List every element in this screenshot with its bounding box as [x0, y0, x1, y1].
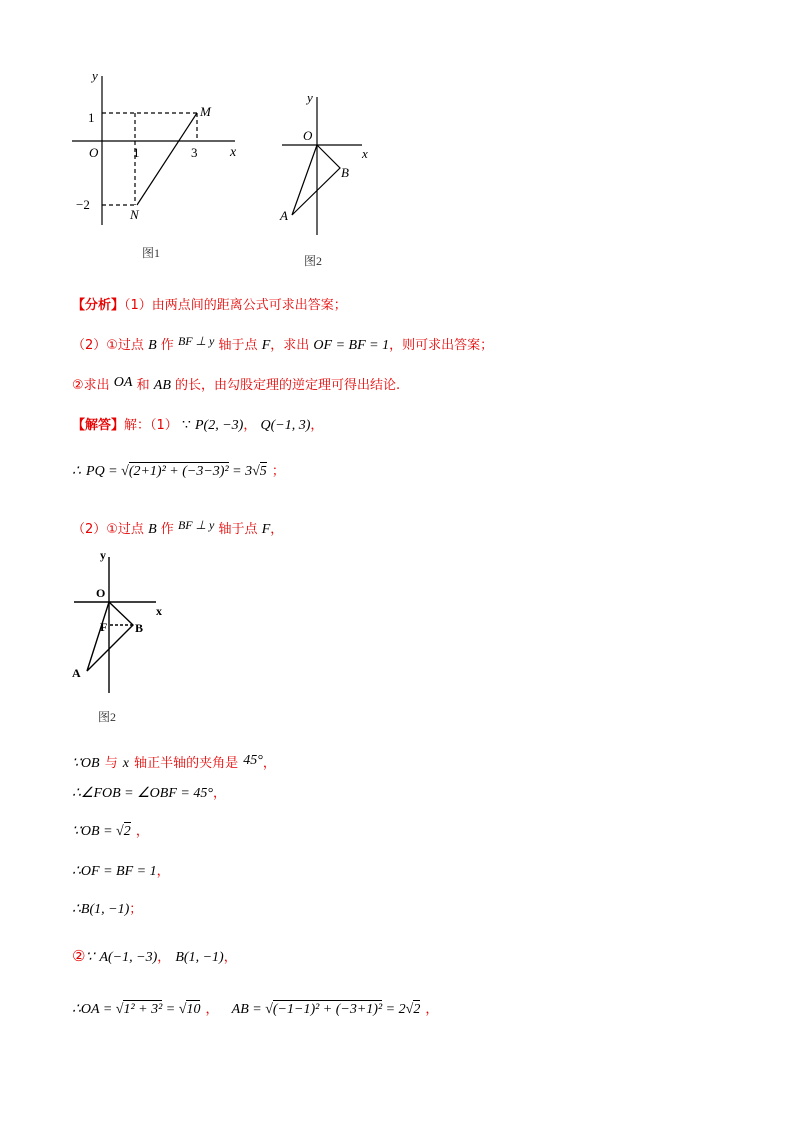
- pq-lhs: PQ =: [86, 464, 122, 479]
- answer-sep: ，: [243, 418, 257, 433]
- l6-point-a: A(−1, −3): [99, 950, 158, 965]
- l7-eq: =: [162, 1002, 179, 1017]
- answer-because: ∵: [181, 418, 191, 433]
- l7-radicand-4: 2: [413, 1002, 421, 1017]
- analysis-line-3: [72, 374, 400, 394]
- answer-line-of-bf: [72, 860, 170, 880]
- analysis-math-b: B: [148, 338, 157, 353]
- step2-end: ，: [270, 522, 284, 537]
- answer-line-lengths: ∴OA = √1² + 3² = √10 ， AB = √(−1−1)² + (−3+1)² = 2√2 ，: [72, 1002, 439, 1017]
- analysis-line-2: [72, 334, 493, 354]
- l2-end: ，: [212, 786, 226, 801]
- fig3-triangle-oab: [87, 602, 133, 671]
- fig1-label-y: y: [92, 68, 98, 83]
- answer-step2: [72, 518, 283, 538]
- fig1-label-x: x: [230, 145, 237, 160]
- l6-point-b: B(1, −1): [175, 950, 224, 965]
- fig1-tick-y1: 1: [88, 110, 95, 125]
- answer-point-q: Q(−1, 3): [260, 418, 311, 433]
- l1-x: x: [122, 756, 130, 771]
- fig3-label-b: B: [135, 621, 144, 635]
- analysis-math-bf: BF ⊥ y: [177, 334, 215, 348]
- l1-text: 轴正半轴的夹角是: [134, 756, 239, 771]
- fig1-tick-x3: 3: [191, 145, 198, 160]
- answer-pq-line: ∴ PQ = √(2+1)² + (−3−3)² = 3√5 ；: [72, 464, 285, 479]
- figure-1: [60, 60, 260, 270]
- answer-tag: 【解答】: [72, 418, 125, 433]
- answer-end: ，: [310, 418, 324, 433]
- l6-circ: ②: [72, 947, 86, 965]
- step2-math-f: F: [261, 522, 271, 537]
- l7-sep: ，: [205, 1002, 219, 1017]
- answer-line-1: [72, 414, 323, 434]
- analysis-text-3b: 和: [136, 378, 150, 393]
- l7-radicand: 1² + 3²: [123, 1002, 163, 1017]
- analysis-math-f: F: [261, 338, 271, 353]
- l6-end: ，: [223, 950, 237, 965]
- l4-end: ，: [156, 864, 170, 879]
- fig3-label-f: F: [100, 620, 108, 634]
- pq-radicand: (2+1)² + (−3−3)²: [128, 464, 229, 479]
- l3-radicand: 2: [123, 824, 131, 839]
- fig2-triangle-oab: [292, 145, 340, 215]
- fig1-caption: 图1: [142, 246, 161, 260]
- fig2-caption: 图2: [304, 254, 323, 268]
- fig2-label-b: B: [341, 165, 349, 180]
- analysis-text-3c: 的长，由勾股定理的逆定理可得出结论.: [175, 378, 401, 393]
- pq-rhs: = 3: [228, 464, 253, 479]
- l7-ab: AB =: [231, 1002, 266, 1017]
- analysis-text-3a: ②求出: [72, 378, 110, 393]
- pq-end: ；: [271, 464, 285, 479]
- pq-therefore: ∴: [72, 464, 81, 479]
- answer-line-fob: [72, 782, 226, 802]
- l3-end: ，: [135, 824, 149, 839]
- fig1-tick-x1: 1: [133, 145, 140, 160]
- analysis-text-2b: 作: [160, 338, 174, 353]
- l2-text: ∴∠FOB = ∠OBF = 45°: [72, 786, 213, 801]
- fig3-label-x: x: [156, 604, 162, 618]
- answer-line-ob-value: ∵OB = √2 ，: [72, 824, 149, 839]
- analysis-tag: 【分析】: [72, 298, 125, 313]
- analysis-line-1: [72, 294, 347, 313]
- fig2-label-a: A: [280, 208, 288, 223]
- l6-sep: ，: [157, 950, 171, 965]
- fig1-label-n: N: [130, 207, 139, 222]
- l1-with: 与: [104, 756, 118, 771]
- answer-line-coords: [72, 946, 237, 966]
- fig3-label-origin: O: [96, 586, 106, 600]
- l6-because: ∵: [85, 950, 95, 965]
- pq-radicand-2: 5: [259, 464, 267, 479]
- figure-3: [60, 545, 180, 730]
- answer-line-ob-angle: [72, 752, 276, 772]
- fig3-label-y: y: [100, 548, 106, 562]
- analysis-text-2e: ，则可求出答案；: [389, 338, 494, 353]
- step2-math-b: B: [148, 522, 157, 537]
- l7-radicand-3: (−1−1)² + (−3+1)²: [272, 1002, 383, 1017]
- fig2-label-x: x: [362, 146, 368, 161]
- step2-text-a: （2）①过点: [72, 522, 144, 537]
- step2-math-bf: BF ⊥ y: [177, 518, 215, 532]
- l3-lhs: ∵OB =: [72, 824, 117, 839]
- analysis-math-ab: AB: [153, 378, 171, 393]
- fig3-caption: 图2: [98, 710, 117, 724]
- l7-radicand-2: 10: [186, 1002, 201, 1017]
- fig2-label-y: y: [307, 90, 313, 105]
- analysis-text-2d: ，求出: [270, 338, 310, 353]
- analysis-text-1: （1）由两点间的距离公式可求出答案；: [124, 298, 347, 313]
- step2-text-c: 轴于点: [218, 522, 258, 537]
- analysis-text-2a: （2）①过点: [72, 338, 144, 353]
- l5-text: ∴B(1, −1): [72, 902, 130, 917]
- l1-deg: 45°: [243, 753, 263, 768]
- l1-ob: OB: [80, 756, 100, 771]
- step2-text-b: 作: [160, 522, 174, 537]
- fig3-label-a: A: [72, 666, 81, 680]
- figure-2: [270, 85, 390, 275]
- fig1-label-m: M: [200, 104, 211, 119]
- fig2-label-origin: O: [303, 128, 313, 143]
- analysis-text-2c: 轴于点: [218, 338, 258, 353]
- analysis-math-oa: OA: [113, 375, 133, 390]
- l7-rhs: = 2: [382, 1002, 406, 1017]
- l1-end: ，: [262, 756, 276, 771]
- fig1-segment-mn: [137, 113, 197, 205]
- answer-line-b-coord: [72, 898, 142, 918]
- l1-because: ∵: [72, 756, 81, 771]
- l7-end: ，: [425, 1002, 439, 1017]
- l7-lhs: ∴OA =: [72, 1002, 116, 1017]
- fig1-label-origin: O: [89, 145, 99, 160]
- fig1-tick-y2: −2: [76, 197, 90, 212]
- analysis-math-eq: OF = BF = 1: [313, 338, 390, 353]
- answer-jie: 解：（1）: [124, 418, 178, 433]
- answer-point-p: P(2, −3): [195, 418, 244, 433]
- l5-end: ；: [129, 902, 143, 917]
- l4-text: ∴OF = BF = 1: [72, 864, 157, 879]
